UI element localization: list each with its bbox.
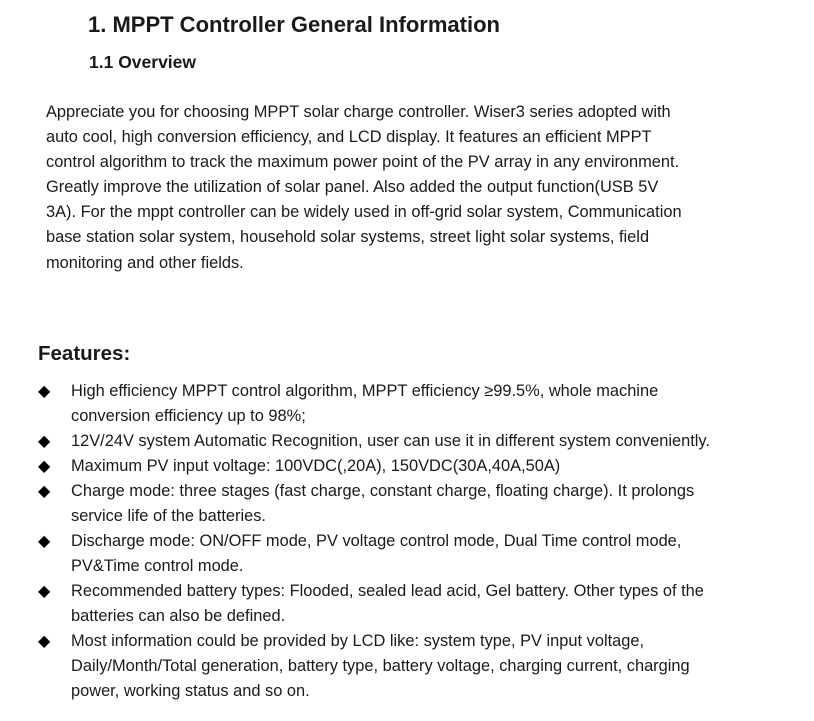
feature-line: conversion efficiency up to 98%;	[71, 407, 306, 426]
feature-line: 12V/24V system Automatic Recognition, user can use it in different system conveniently.	[71, 432, 710, 450]
features-heading: Features:	[38, 342, 131, 365]
feature-line: batteries can also be defined.	[71, 607, 286, 626]
diamond-bullet-icon: ◆	[38, 431, 51, 450]
feature-text	[71, 579, 704, 629]
overview-line: auto cool, high conversion efficiency, and LCD display. It features an efficient MPPT	[46, 128, 652, 147]
feature-line: service life of the batteries.	[71, 507, 266, 526]
diamond-bullet-icon: ◆	[38, 631, 51, 650]
feature-line: Most information could be provided by LCD like: system type, PV input voltage,	[71, 632, 645, 650]
overview-paragraph	[46, 100, 786, 276]
feature-line: power, working status and so on.	[71, 682, 310, 701]
feature-line: Daily/Month/Total generation, battery type, battery voltage, charging current, charging	[71, 657, 690, 676]
overview-line: 3A). For the mppt controller can be widely used in off-grid solar system, Communication	[46, 203, 682, 222]
feature-text	[71, 454, 560, 479]
feature-line: High efficiency MPPT control algorithm, MPPT efficiency ≥99.5%, whole machine	[71, 382, 659, 400]
overview-line: Appreciate you for choosing MPPT solar charge controller. Wiser3 series adopted with	[46, 103, 671, 121]
section-subheading: 1.1 Overview	[89, 52, 197, 72]
feature-text	[71, 529, 681, 579]
feature-line: PV&Time control mode.	[71, 557, 244, 576]
feature-text	[71, 379, 658, 429]
diamond-bullet-icon: ◆	[38, 581, 51, 600]
overview-line: Greatly improve the utilization of solar panel. Also added the output function(USB 5V	[46, 178, 659, 197]
section-heading: 1. MPPT Controller General Information	[88, 12, 500, 37]
diamond-bullet-icon: ◆	[38, 456, 51, 475]
diamond-bullet-icon: ◆	[38, 531, 51, 550]
overview-line: control algorithm to track the maximum power point of the PV array in any environment.	[46, 153, 680, 172]
feature-line: Recommended battery types: Flooded, sealed lead acid, Gel battery. Other types of the	[71, 582, 704, 600]
feature-text	[71, 479, 694, 529]
overview-line: base station solar system, household solar systems, street light solar systems, field	[46, 228, 650, 247]
feature-line: Maximum PV input voltage: 100VDC(,20A), 150VDC(30A,40A,50A)	[71, 457, 561, 475]
overview-line: monitoring and other fields.	[46, 253, 244, 272]
feature-text	[71, 429, 710, 454]
feature-text	[71, 629, 690, 704]
diamond-bullet-icon: ◆	[38, 481, 51, 500]
diamond-bullet-icon: ◆	[38, 381, 51, 400]
feature-line: Discharge mode: ON/OFF mode, PV voltage control mode, Dual Time control mode,	[71, 532, 682, 550]
feature-line: Charge mode: three stages (fast charge, constant charge, floating charge). It prolongs	[71, 482, 695, 500]
